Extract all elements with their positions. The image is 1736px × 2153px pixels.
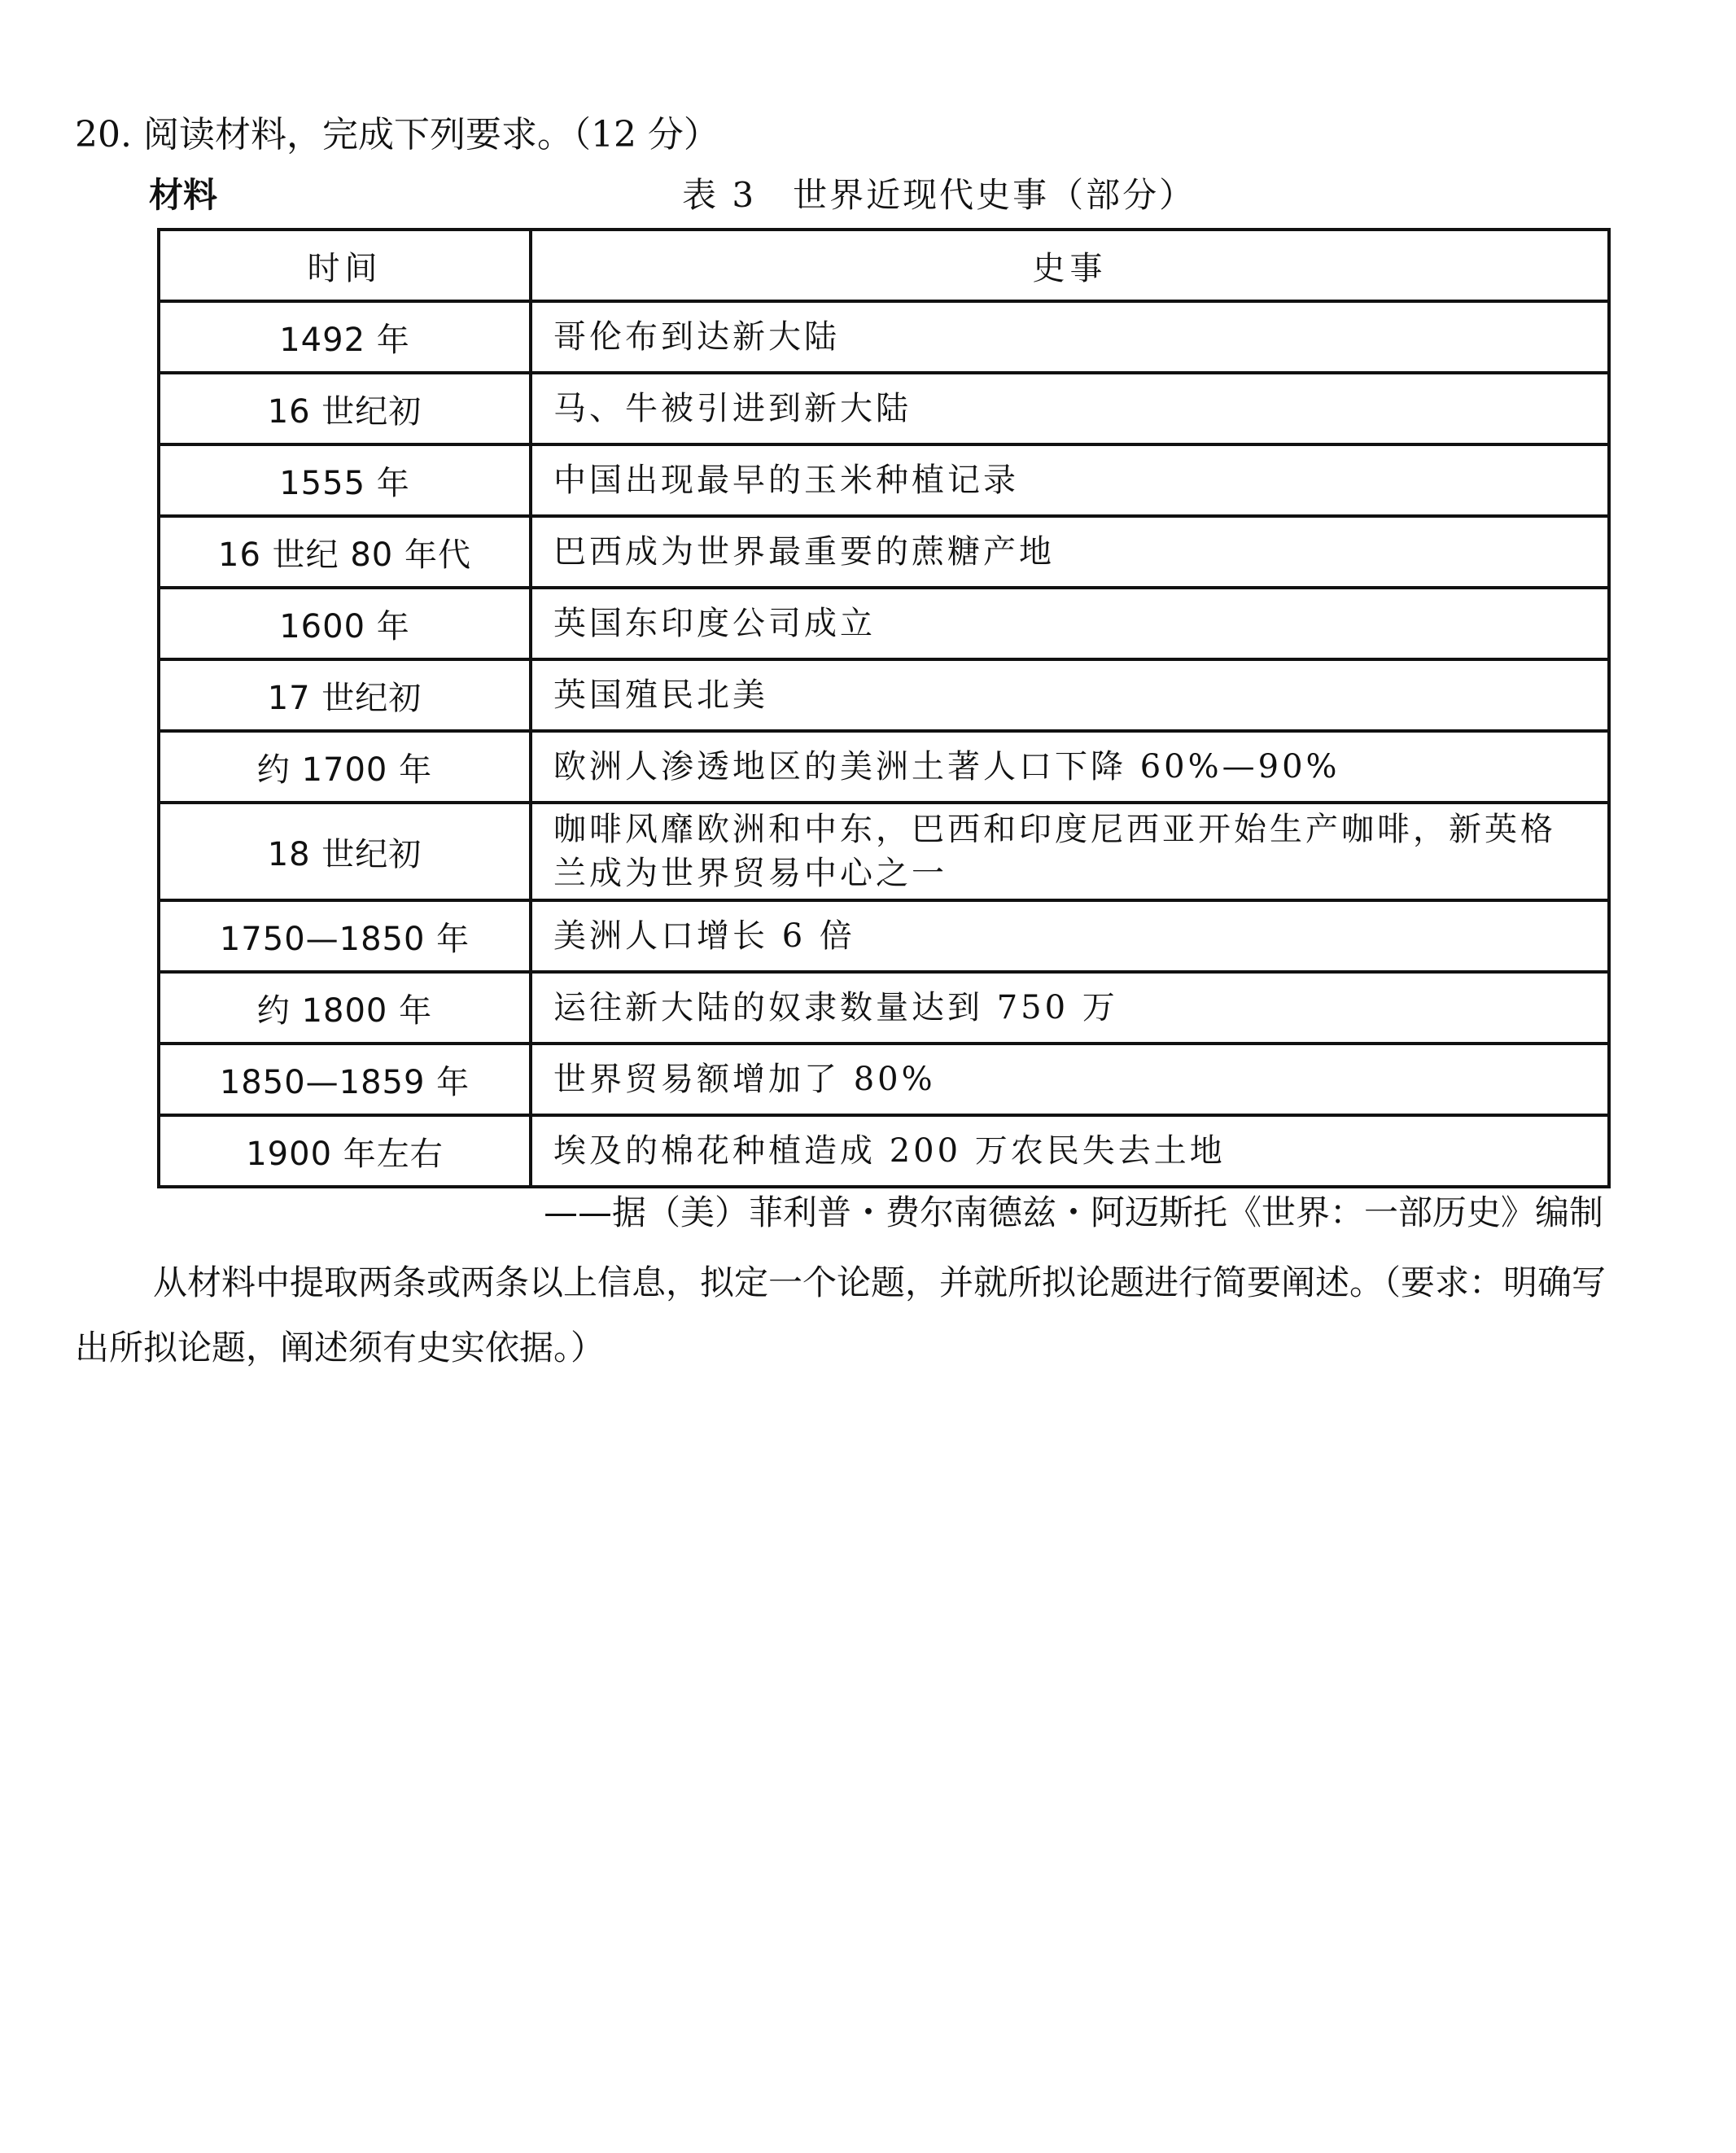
row-time: 1600 年: [159, 588, 531, 659]
row-time: 17 世纪初: [159, 659, 531, 731]
row-time: 1850—1859 年: [159, 1044, 531, 1115]
question-heading: 20. 阅读材料，完成下列要求。（12 分）: [75, 114, 719, 155]
material-label: 材料: [149, 175, 218, 215]
table-row: [159, 588, 1609, 659]
row-time: 16 世纪初: [159, 373, 531, 444]
table-row: [159, 731, 1609, 803]
row-event: 埃及的棉花种植造成 200 万农民失去土地: [531, 1115, 1609, 1187]
row-event: 欧洲人渗透地区的美洲土著人口下降 60%—90%: [531, 731, 1609, 803]
row-event: 巴西成为世界最重要的蔗糖产地: [531, 516, 1609, 588]
table-row: [159, 803, 1609, 900]
row-event: 英国殖民北美: [531, 659, 1609, 731]
table-row: [159, 1044, 1609, 1115]
row-event: 马、牛被引进到新大陆: [531, 373, 1609, 444]
row-time: 16 世纪 80 年代: [159, 516, 531, 588]
header-event: 史事: [531, 230, 1609, 301]
header-time: 时间: [159, 230, 531, 301]
row-event: 运往新大陆的奴隶数量达到 750 万: [531, 972, 1609, 1044]
table-row: [159, 972, 1609, 1044]
row-time: 18 世纪初: [159, 803, 531, 900]
row-event: 英国东印度公司成立: [531, 588, 1609, 659]
row-event: 世界贸易额增加了 80%: [531, 1044, 1609, 1115]
row-time: 约 1700 年: [159, 731, 531, 803]
row-event: 哥伦布到达新大陆: [531, 301, 1609, 373]
table-row: [159, 444, 1609, 516]
table-row: [159, 1115, 1609, 1187]
row-event: 咖啡风靡欧洲和中东，巴西和印度尼西亚开始生产咖啡，新英格兰成为世界贸易中心之一: [531, 803, 1609, 900]
table-header-row: [159, 230, 1609, 301]
table-row: [159, 900, 1609, 972]
row-time: 1750—1850 年: [159, 900, 531, 972]
table-caption: 表 3 世界近现代史事（部分）: [682, 175, 1196, 215]
source-citation: ——据（美）菲利普・费尔南德兹・阿迈斯托《世界：一部历史》编制: [543, 1192, 1603, 1232]
table-row: [159, 301, 1609, 373]
row-time: 约 1800 年: [159, 972, 531, 1044]
table-row: [159, 516, 1609, 588]
row-time: 1900 年左右: [159, 1115, 531, 1187]
question-instruction: 从材料中提取两条或两条以上信息，拟定一个论题，并就所拟论题进行简要阐述。（要求：明确写出所拟论题，阐述须有史实依据。）: [75, 1262, 1607, 1368]
row-time: 1555 年: [159, 444, 531, 516]
row-event: 中国出现最早的玉米种植记录: [531, 444, 1609, 516]
table-row: [159, 659, 1609, 731]
table-row: [159, 373, 1609, 444]
row-time: 1492 年: [159, 301, 531, 373]
row-event: 美洲人口增长 6 倍: [531, 900, 1609, 972]
history-events-table: [157, 228, 1611, 1188]
